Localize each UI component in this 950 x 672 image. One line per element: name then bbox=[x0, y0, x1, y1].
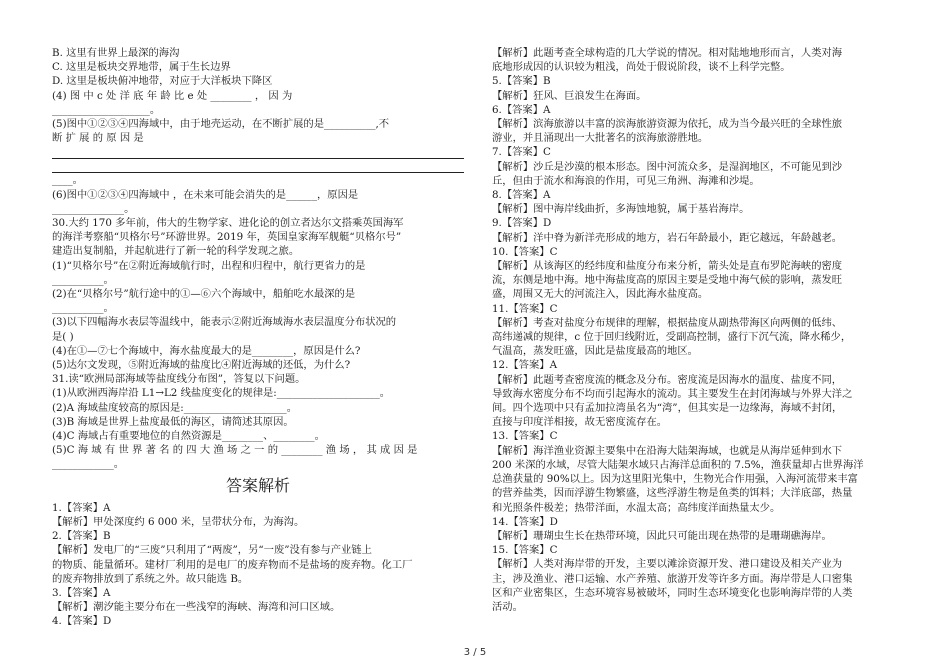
answer-blank-line bbox=[52, 145, 464, 159]
text-line: 10.【答案】C bbox=[492, 245, 558, 258]
text-line: (4) 图 中 c 处 洋 底 年 龄 比 e 处 ________ ， 因 为 bbox=[52, 89, 293, 102]
text-line: 游业，并且涌现出一大批著名的滨海旅游胜地。 bbox=[492, 132, 709, 145]
left-column bbox=[52, 46, 464, 629]
question-block-a bbox=[52, 46, 464, 145]
text-line: 【解析】沙丘是沙漠的根本形态。图中河流众多，是湿润地区，不可能见到沙 bbox=[492, 160, 843, 173]
text-line: 的营养盐类，因而浮游生物繁盛，这些浮游生物是鱼类的饵料；大洋底部，热量 bbox=[492, 487, 853, 500]
text-line: (1)从欧洲西海岸沿 L1→L2 线盐度变化的规律是:____________________。 bbox=[52, 387, 391, 400]
text-line: 7.【答案】C bbox=[492, 146, 551, 159]
text-line: 是( ) bbox=[52, 330, 74, 343]
text-line: 【解析】潮汐能主要分布在一些浅窄的海峡、海湾和河口区域。 bbox=[52, 601, 341, 614]
text-line: 【解析】海洋渔业资源主要集中在沿海大陆架海域，也就是从海岸延伸到水下 bbox=[492, 444, 843, 457]
text-line: ______________。 bbox=[52, 202, 135, 215]
text-line: 【解析】珊瑚虫生长在热带环境，因此只可能出现在热带的是珊瑚礁海岸。 bbox=[492, 529, 832, 542]
text-line: 【解析】从该海区的经纬度和盐度分布来分析，箭头处是直布罗陀海峡的密度 bbox=[492, 260, 843, 273]
text-line: 气温高，蒸发旺盛，因此是盐度最高的地区。 bbox=[492, 345, 698, 358]
answer-block-left bbox=[52, 501, 464, 629]
text-line: 4.【答案】D bbox=[52, 615, 112, 628]
text-line: 1.【答案】A bbox=[52, 501, 111, 514]
text-line: 200 米深的水域，尽管大陆架水域只占海洋总面积的 7.5%，渔获量却占世界海洋 bbox=[492, 458, 864, 471]
answer-section-title: 答案解析 bbox=[225, 475, 290, 495]
text-line: 底地形成因的认识较为粗浅，尚处于假说阶段，谈不上科学完整。 bbox=[492, 61, 791, 74]
text-line: 断 扩 展 的 原 因 是 bbox=[52, 132, 144, 145]
text-line: C. 这里是板块交界地带，属于生长边界 bbox=[52, 61, 231, 74]
text-line: 间。四个选项中只有孟加拉湾虽名为“湾”，但其实是一边缘海，海域不封闭， bbox=[492, 402, 843, 415]
answer-blank-line bbox=[52, 159, 464, 173]
text-line: 【解析】狂风、巨浪发生在海面。 bbox=[492, 89, 647, 102]
text-line: 高纬递减的规律，c 位于回归线附近，受副高控制，盛行下沉气流，降水稀少， bbox=[492, 331, 852, 344]
text-line: 15.【答案】C bbox=[492, 544, 558, 557]
text-line: (6)图中①②③④四海域中 ，在未来可能会消失的是______，原因是 bbox=[52, 188, 359, 201]
text-line: 和光照条件极差；热带洋面，水温太高；高纬度洋面热量太少。 bbox=[492, 501, 781, 514]
question-block-b bbox=[52, 173, 464, 471]
text-line: D. 这里是板块俯冲地带，对应于大洋板块下降区 bbox=[52, 75, 273, 88]
text-line: 【解析】图中海岸线曲折，多海蚀地貌，属于基岩海岸。 bbox=[492, 203, 750, 216]
text-line: 14.【答案】D bbox=[492, 515, 558, 528]
text-line: 主，涉及渔业、港口运输、水产养殖、旅游开发等许多方面。海岸带是人口密集 bbox=[492, 572, 853, 585]
text-line: 5.【答案】B bbox=[492, 75, 551, 88]
page-number: 3 / 5 bbox=[463, 647, 487, 658]
text-line: 【解析】滨海旅游以丰富的滨海旅游资源为依托，成为当今最兴旺的全球性旅 bbox=[492, 118, 843, 131]
text-line: 的废弃物排放到了系统之外。故只能选 B。 bbox=[52, 572, 249, 585]
text-line: 【解析】此题考查密度流的概念及分布。密度流是因海水的温度、盐度不同， bbox=[492, 373, 843, 386]
text-line: 的海洋考察船“贝格尔号”环游世界。2019 年，英国皇家海军舰艇“贝格尔号” bbox=[52, 231, 402, 244]
text-line: (2)在“贝格尔号”航行途中的①—⑥六个海域中，船舶吃水最深的是 bbox=[52, 288, 356, 301]
text-line: 6.【答案】A bbox=[492, 103, 551, 116]
text-line: 丘，但由于流水和海浪的作用，可见三角洲、海滩和沙堤。 bbox=[492, 174, 760, 187]
text-line: __________。 bbox=[52, 302, 114, 315]
text-line: (4)在①—⑦七个海域中，海水盐度最大的是________，原因是什么? bbox=[52, 344, 361, 357]
text-line: 【解析】甲处深度约 6 000 米，呈带状分布，为海沟。 bbox=[52, 515, 305, 528]
text-line: ____________。 bbox=[52, 458, 125, 471]
text-line: 直接与印度洋相接，故无密度流存在。 bbox=[492, 416, 668, 429]
text-line: 8.【答案】A bbox=[492, 189, 551, 202]
text-line: 2.【答案】B bbox=[52, 530, 111, 543]
right-column bbox=[492, 46, 902, 614]
text-line: 31.读“欧洲局部海域等盐度线分布图”，答复以下问题。 bbox=[52, 373, 306, 386]
text-line: 【解析】洋中脊为新洋壳形成的地方，岩石年龄最小，距它越远，年龄越老。 bbox=[492, 231, 843, 244]
text-line: ___________________。 bbox=[52, 103, 161, 116]
text-line: 3.【答案】A bbox=[52, 586, 111, 599]
text-line: 9.【答案】D bbox=[492, 217, 552, 230]
text-line: 导致海水密度分布不均而引起海水的流动。其主要发生在封闭海域与外界大洋之 bbox=[492, 387, 853, 400]
text-line: 活动。 bbox=[492, 600, 523, 613]
text-line: 总渔获量的 90%以上。因为这里阳光集中，生物光合作用强，入海河流带来丰富 bbox=[492, 473, 858, 486]
text-line: (5)图中①②③④四海域中，由于地壳运动，在不断扩展的是__________,不 bbox=[52, 118, 390, 131]
text-line: B. 这里有世界上最深的海沟 bbox=[52, 47, 180, 59]
text-line: 11.【答案】C bbox=[492, 302, 558, 315]
text-line: ____。 bbox=[52, 174, 83, 187]
text-line: 12.【答案】A bbox=[492, 359, 557, 372]
text-line: 盛，周围又无大的河流注入，因此海水盐度高。 bbox=[492, 288, 709, 301]
text-line: 【解析】考查对盐度分布规律的理解，根据盐度从副热带海区向两侧的低纬、 bbox=[492, 316, 843, 329]
text-line: (5)C 海 域 有 世 界 著 名 的 四 大 渔 场 之 一 的 ________ 渔 场 ， 其 成 因 是 bbox=[52, 444, 418, 457]
text-line: 【解析】此题考查全球构造的几大学说的情况。相对陆地地形而言，人类对海 bbox=[492, 47, 843, 59]
text-line: (3)B 海域是世界上盐度最低的海区，请简述其原因。 bbox=[52, 415, 294, 428]
text-line: 13.【答案】C bbox=[492, 430, 558, 443]
answer-block-right bbox=[492, 46, 902, 614]
text-line: 30.大约 170 多年前，伟大的生物学家、进化论的创立者达尔文搭乘英国海军 bbox=[52, 217, 404, 230]
text-line: (5)达尔文发现，⑤附近海域的盐度比④附近海域的还低，为什么? bbox=[52, 359, 351, 372]
text-line: (1)“贝格尔号”在②附近海域航行时，出程和归程中，航行更省力的是 bbox=[52, 259, 366, 272]
text-line: 【解析】发电厂的“三废”只利用了“两废”，另“一废”没有参与产业链上 bbox=[52, 544, 372, 557]
text-line: __________。 bbox=[52, 273, 114, 286]
text-line: 【解析】人类对海岸带的开发，主要以滩涂资源开发、港口建设及相关产业为 bbox=[492, 558, 843, 571]
text-line: (2)A 海域盐度较高的原因是:____________________。 bbox=[52, 401, 297, 414]
text-line: 建造出复制船，并起航进行了新一轮的科学发现之旅。 bbox=[52, 245, 300, 258]
text-line: (4)C 海域占有重要地位的自然资源是________、________。 bbox=[52, 430, 325, 443]
text-line: 区和产业密集区，生态环境容易被破坏，同时生态环境变化也影响海岸带的人类 bbox=[492, 586, 853, 599]
text-line: 的物质、能量循环。建材厂利用的是电厂的废弃物而不是盐场的废弃物。化工厂 bbox=[52, 558, 413, 571]
text-line: (3)以下四幅海水表层等温线中，能表示②附近海域海水表层温度分布状况的 bbox=[52, 316, 397, 329]
text-line: 流，东侧是地中海。地中海盐度高的原因主要是受地中海气候的影响，蒸发旺 bbox=[492, 274, 843, 287]
